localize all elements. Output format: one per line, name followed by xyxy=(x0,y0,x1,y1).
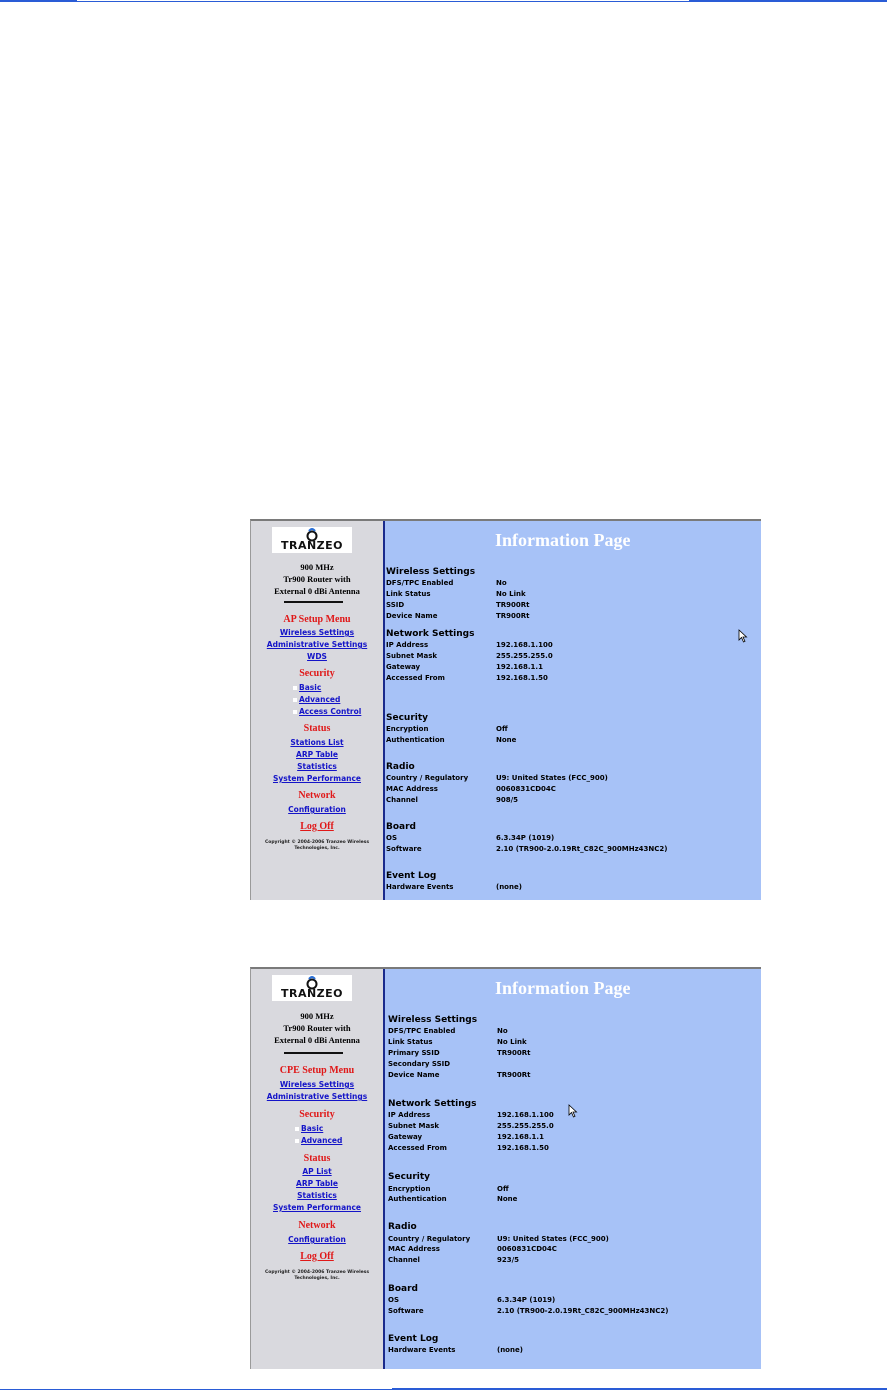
logoff-link[interactable]: Log Off xyxy=(300,821,334,832)
link-statistics[interactable]: Statistics xyxy=(297,762,337,771)
top-rule-segment xyxy=(689,0,887,2)
row-value: No xyxy=(497,1027,508,1035)
top-rule xyxy=(0,0,887,3)
row-label: Authentication xyxy=(388,1195,447,1203)
ap-information-page-screenshot xyxy=(250,519,761,900)
row-value: U9: United States (FCC_900) xyxy=(496,774,608,782)
setup-menu-title: AP Setup Menu xyxy=(283,614,351,625)
top-rule-segment xyxy=(0,0,77,2)
copyright-line-1: Copyright © 2004-2006 Tranzeo Wireless xyxy=(264,1270,370,1275)
row-value: 192.168.1.100 xyxy=(496,641,553,649)
link-arp-table[interactable]: ARP Table xyxy=(296,1179,338,1188)
top-rule-segment xyxy=(77,1,689,2)
row-value: 0060831CD04C xyxy=(496,785,556,793)
row-label: Software xyxy=(388,1307,424,1315)
row-label: Device Name xyxy=(388,1071,440,1079)
row-value: 2.10 (TR900-2.0.19Rt_C82C_900MHz43NC2) xyxy=(497,1307,669,1315)
section-title-board: Board xyxy=(386,822,416,832)
page-title: Information Page xyxy=(495,530,631,550)
mouse-pointer-icon xyxy=(738,629,748,643)
network-menu-title: Network xyxy=(298,1220,336,1231)
section-title-network: Network Settings xyxy=(388,1099,477,1109)
sidebar xyxy=(251,969,385,1369)
row-label: Gateway xyxy=(388,1133,423,1141)
sidebar xyxy=(251,521,385,900)
row-value: U9: United States (FCC_900) xyxy=(497,1235,609,1243)
product-line-1: 900 MHz xyxy=(300,1011,334,1021)
status-menu-title: Status xyxy=(303,723,331,734)
section-title-event-log: Event Log xyxy=(386,871,437,881)
row-value: 0060831CD04C xyxy=(497,1245,557,1253)
bullet-icon xyxy=(295,1139,299,1143)
link-wireless-settings[interactable]: Wireless Settings xyxy=(279,628,355,637)
link-label: Basic xyxy=(299,683,322,692)
link-security-access-control[interactable] xyxy=(293,707,383,716)
row-label: Country / Regulatory xyxy=(388,1235,471,1243)
row-value: (none) xyxy=(497,1346,523,1354)
bullet-icon xyxy=(293,698,297,702)
logo-text: TRANZEO xyxy=(280,539,344,552)
row-label: MAC Address xyxy=(388,1245,440,1253)
section-title-radio: Radio xyxy=(388,1222,417,1232)
row-value: No Link xyxy=(496,590,526,598)
link-wds[interactable]: WDS xyxy=(307,652,327,661)
logoff-link[interactable]: Log Off xyxy=(300,1251,334,1262)
row-value: 6.3.34P (1019) xyxy=(497,1296,556,1304)
row-value: 908/5 xyxy=(496,796,519,804)
row-value: 255.255.255.0 xyxy=(496,652,553,660)
row-value: 192.168.1.1 xyxy=(497,1133,544,1141)
row-label: IP Address xyxy=(388,1111,431,1119)
row-value: 192.168.1.50 xyxy=(496,674,548,682)
link-system-performance[interactable]: System Performance xyxy=(273,774,361,783)
row-label: Hardware Events xyxy=(388,1346,456,1354)
row-label: Software xyxy=(386,845,422,853)
row-value: 192.168.1.100 xyxy=(497,1111,554,1119)
link-administrative-settings[interactable]: Administrative Settings xyxy=(266,1092,368,1101)
section-title-security: Security xyxy=(386,713,429,723)
product-line-1: 900 MHz xyxy=(300,562,334,572)
row-label: Encryption xyxy=(388,1185,431,1193)
link-security-advanced[interactable] xyxy=(293,695,383,704)
section-title-security: Security xyxy=(388,1172,431,1182)
row-value: No Link xyxy=(497,1038,527,1046)
link-label: Basic xyxy=(301,1124,324,1133)
row-value: No xyxy=(496,579,507,587)
link-configuration[interactable]: Configuration xyxy=(288,805,346,814)
row-label: Hardware Events xyxy=(386,883,454,891)
row-value: 923/5 xyxy=(497,1256,520,1264)
row-label: SSID xyxy=(386,601,405,609)
network-menu-title: Network xyxy=(298,790,336,801)
copyright-line-2: Technologies, Inc. xyxy=(294,1276,340,1281)
row-value: None xyxy=(496,736,517,744)
row-label: Link Status xyxy=(386,590,431,598)
setup-menu-title: CPE Setup Menu xyxy=(279,1065,355,1076)
section-title-network: Network Settings xyxy=(386,629,475,639)
row-label: OS xyxy=(388,1296,399,1304)
link-security-basic[interactable] xyxy=(293,683,383,692)
product-line-2: Tr900 Router with xyxy=(283,1023,351,1033)
row-label: Authentication xyxy=(386,736,445,744)
security-menu-title: Security xyxy=(299,668,335,679)
row-label: Encryption xyxy=(386,725,429,733)
row-label: Primary SSID xyxy=(388,1049,440,1057)
logo-text: TRANZEO xyxy=(280,987,344,1000)
security-menu-title: Security xyxy=(299,1109,335,1120)
product-line-3: External 0 dBi Antenna xyxy=(274,586,360,596)
link-arp-table[interactable]: ARP Table xyxy=(296,750,338,759)
section-title-wireless: Wireless Settings xyxy=(386,567,476,577)
link-label: Advanced xyxy=(299,695,341,704)
row-label: MAC Address xyxy=(386,785,438,793)
row-value: TR900Rt xyxy=(497,1071,531,1079)
tranzeo-logo xyxy=(272,975,352,1001)
row-label: Accessed From xyxy=(388,1144,447,1152)
link-ap-list[interactable]: AP List xyxy=(302,1167,332,1176)
link-wireless-settings[interactable]: Wireless Settings xyxy=(279,1080,355,1089)
row-label: DFS/TPC Enabled xyxy=(386,579,454,587)
page-title: Information Page xyxy=(495,978,631,998)
status-menu-title: Status xyxy=(303,1153,331,1164)
product-line-2: Tr900 Router with xyxy=(283,574,351,584)
row-label: Accessed From xyxy=(386,674,445,682)
bottom-rule-segment xyxy=(0,1389,392,1390)
divider xyxy=(284,601,343,603)
mouse-pointer-icon xyxy=(568,1104,578,1118)
row-value: Off xyxy=(497,1185,509,1193)
row-label: Secondary SSID xyxy=(388,1060,451,1068)
row-label: IP Address xyxy=(386,641,429,649)
copyright-line-1: Copyright © 2004-2006 Tranzeo Wireless xyxy=(264,840,370,845)
bullet-icon xyxy=(293,686,297,690)
row-value: TR900Rt xyxy=(497,1049,531,1057)
link-system-performance[interactable]: System Performance xyxy=(273,1203,361,1212)
section-title-wireless: Wireless Settings xyxy=(388,1015,478,1025)
link-label: Advanced xyxy=(301,1136,343,1145)
row-value: 192.168.1.50 xyxy=(497,1144,549,1152)
section-title-board: Board xyxy=(388,1284,418,1294)
info-panel xyxy=(385,521,761,900)
row-value: (none) xyxy=(496,883,522,891)
row-value: TR900Rt xyxy=(496,612,530,620)
row-value: None xyxy=(497,1195,518,1203)
bottom-rule-segment xyxy=(392,1388,887,1390)
row-label: Gateway xyxy=(386,663,421,671)
bullet-icon xyxy=(295,1127,299,1131)
link-label: Access Control xyxy=(299,707,362,716)
row-value: 6.3.34P (1019) xyxy=(496,834,555,842)
link-administrative-settings[interactable]: Administrative Settings xyxy=(266,640,368,649)
section-title-radio: Radio xyxy=(386,762,415,772)
row-value: Off xyxy=(496,725,508,733)
row-value: 2.10 (TR900-2.0.19Rt_C82C_900MHz43NC2) xyxy=(496,845,668,853)
bullet-icon xyxy=(293,710,297,714)
link-security-advanced[interactable] xyxy=(295,1136,383,1145)
row-label: Device Name xyxy=(386,612,438,620)
row-label: OS xyxy=(386,834,397,842)
row-label: Channel xyxy=(388,1256,420,1264)
row-value: 255.255.255.0 xyxy=(497,1122,554,1130)
row-label: Country / Regulatory xyxy=(386,774,469,782)
row-value: TR900Rt xyxy=(496,601,530,609)
tranzeo-logo xyxy=(272,527,352,553)
cpe-information-page-screenshot xyxy=(250,967,761,1369)
row-label: Subnet Mask xyxy=(388,1122,440,1130)
info-panel xyxy=(385,969,761,1369)
link-security-basic[interactable] xyxy=(295,1124,383,1133)
row-value: 192.168.1.1 xyxy=(496,663,543,671)
link-configuration[interactable]: Configuration xyxy=(288,1235,346,1244)
link-statistics[interactable]: Statistics xyxy=(297,1191,337,1200)
divider xyxy=(284,1052,343,1054)
row-label: Link Status xyxy=(388,1038,433,1046)
row-label: DFS/TPC Enabled xyxy=(388,1027,456,1035)
copyright-line-2: Technologies, Inc. xyxy=(294,846,340,851)
link-stations-list[interactable]: Stations List xyxy=(290,738,344,747)
row-label: Channel xyxy=(386,796,418,804)
section-title-event-log: Event Log xyxy=(388,1334,439,1344)
row-label: Subnet Mask xyxy=(386,652,438,660)
product-line-3: External 0 dBi Antenna xyxy=(274,1035,360,1045)
